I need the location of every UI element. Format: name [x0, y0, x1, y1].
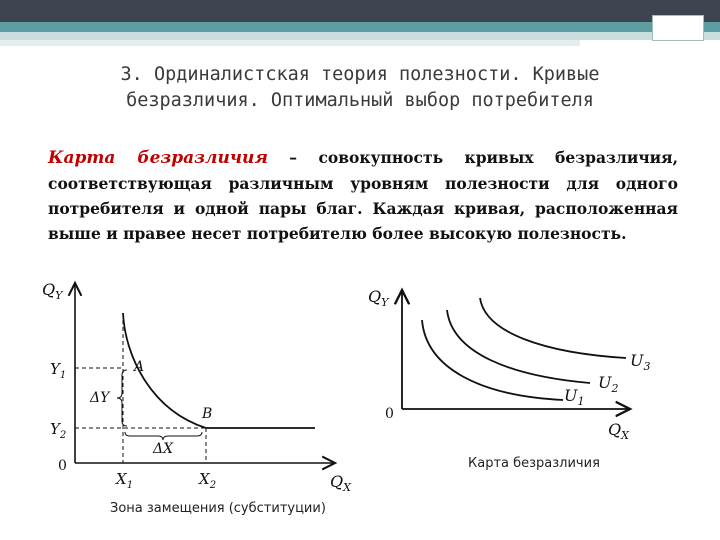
indifference-curve-u3: [480, 298, 626, 358]
header-band-light: [0, 32, 720, 40]
point-b-label: B: [202, 406, 213, 422]
y2-label: $Y_2$: [50, 420, 67, 441]
y-axis-label: $Q_Y$: [368, 287, 389, 309]
curve-u2-label: $U_2$: [598, 373, 619, 395]
x-axis-label: $Q_X$: [330, 472, 351, 494]
point-a-label: A: [134, 359, 145, 375]
definition-term: Карта безразличия: [48, 148, 268, 168]
header-band-dark: [0, 0, 720, 22]
y1-label: $Y_1$: [50, 360, 67, 381]
curve-u3-label: $U_3$: [630, 351, 651, 373]
delta-y-label: ΔY: [90, 390, 110, 406]
header-band-light-short: [0, 40, 580, 46]
slide-title: 3. Ординалистская теория полезности. Кривые безразличия. Оптимальный выбор потребителя: [120, 64, 600, 111]
y-axis-label: $Q_Y$: [42, 280, 63, 302]
right-graph-caption: Карта безразличия: [468, 456, 600, 471]
definition-text: – совокупность кривых безразличия, соответствующая различным уровням полезности для одного потребителя и одной пары благ. Каждая кривая, расположенная выше и правее несет потребителю более высокую полезность.: [48, 148, 679, 243]
indifference-curve-u2: [447, 310, 590, 383]
header-band-teal: [0, 22, 720, 32]
x1-label: $X_1$: [116, 470, 134, 491]
x-axis-label: $Q_X$: [608, 420, 629, 442]
indifference-map-graph: [360, 278, 660, 473]
delta-x-brace: [125, 432, 202, 440]
indifference-curve-u1: [422, 320, 563, 400]
x2-label: $X_2$: [199, 470, 217, 491]
delta-x-label: ΔX: [153, 441, 174, 457]
delta-y-brace: [117, 370, 127, 426]
substitution-zone-graph: [30, 275, 360, 520]
origin-label: 0: [385, 406, 394, 422]
definition-paragraph: [48, 145, 678, 246]
indifference-curve: [123, 313, 315, 428]
header-decor-square: [652, 15, 704, 41]
origin-label: 0: [58, 458, 67, 474]
left-graph-caption: Зона замещения (субституции): [110, 501, 326, 516]
curve-u1-label: $U_1$: [564, 386, 585, 408]
